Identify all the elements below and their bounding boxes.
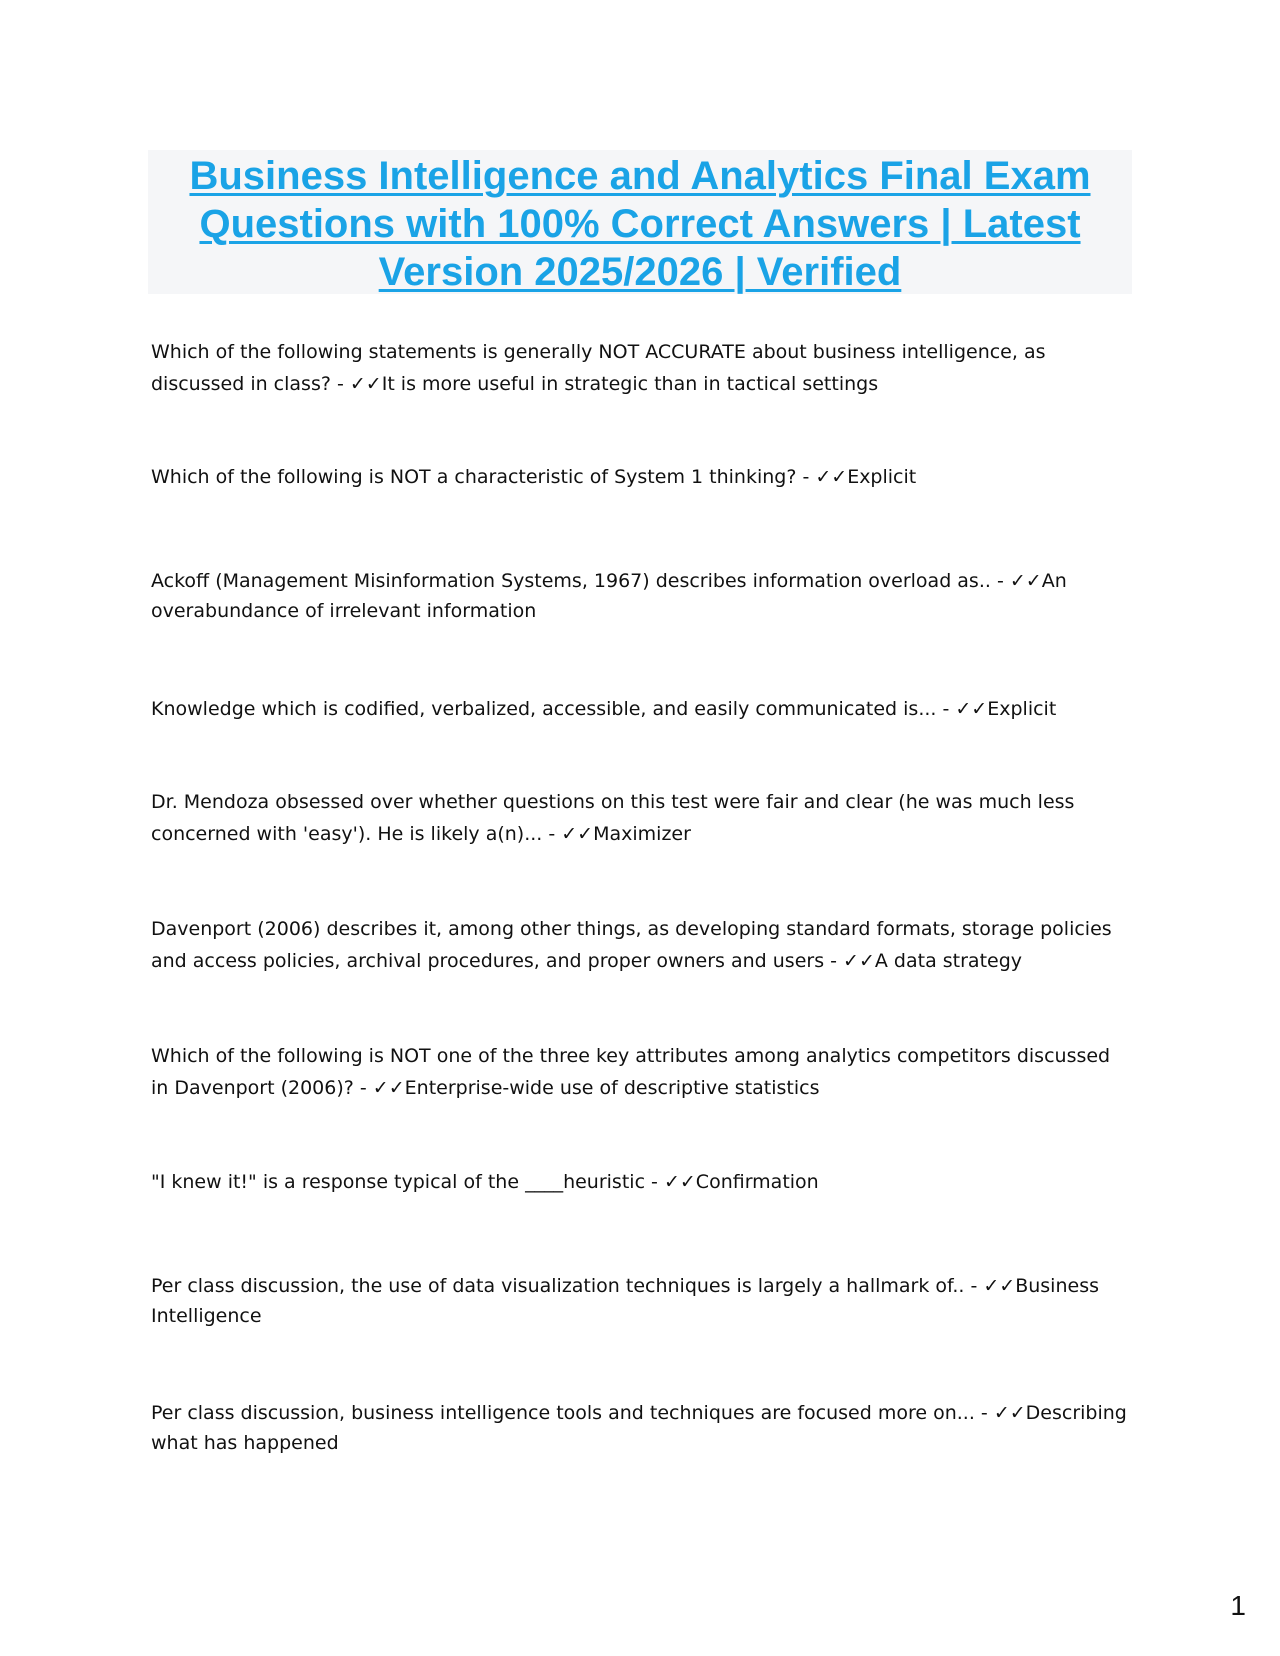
answer-text: It is more useful in strategic than in tactical settings xyxy=(381,373,879,395)
title-box xyxy=(148,150,1132,294)
double-check-icon: ✓✓ xyxy=(983,1275,1016,1297)
question-text: Which of the following statements is generally NOT ACCURATE about business intelligence, as discussed in class? xyxy=(151,341,1046,395)
question-text: Per class discussion, the use of data visualization techniques is largely a hallmark of.. xyxy=(151,1275,965,1297)
question-text: Which of the following is NOT one of the three key attributes among analytics competitors discussed in Davenport (2006)? xyxy=(151,1045,1111,1099)
answer-text: Explicit xyxy=(987,698,1057,720)
question-text: Knowledge which is codified, verbalized, accessible, and easily communicated is... xyxy=(151,698,937,720)
qa-item-6 xyxy=(151,913,1131,977)
separator: - xyxy=(964,1275,984,1297)
answer-text: Maximizer xyxy=(593,823,691,845)
qa-item-8 xyxy=(151,1166,1131,1198)
separator: - xyxy=(330,373,350,395)
qa-item-9 xyxy=(151,1271,1131,1331)
question-text: "I knew it!" is a response typical of the ____heuristic xyxy=(151,1171,646,1193)
answer-text: Enterprise-wide use of descriptive statistics xyxy=(404,1077,820,1099)
answer-text: Confirmation xyxy=(695,1171,819,1193)
separator: - xyxy=(990,570,1010,592)
double-check-icon: ✓✓ xyxy=(1009,570,1042,592)
double-check-icon: ✓✓ xyxy=(349,373,382,395)
double-check-icon: ✓✓ xyxy=(561,823,594,845)
answer-text: Business Intelligence xyxy=(151,1275,1099,1327)
question-text: Dr. Mendoza obsessed over whether questions on this test were fair and clear (he was much less concerned with 'easy'). He is likely a(n)... xyxy=(151,791,1075,845)
question-text: Ackoff (Management Misinformation Systems, 1967) describes information overload as.. xyxy=(151,570,991,592)
answer-text: Describing what has happened xyxy=(151,1402,1127,1454)
question-text: Davenport (2006) describes it, among other things, as developing standard formats, storage policies and access policies, archival procedures, and proper owners and users xyxy=(151,918,1112,972)
qa-item-7 xyxy=(151,1040,1131,1104)
separator: - xyxy=(974,1402,994,1424)
separator: - xyxy=(645,1171,664,1193)
separator: - xyxy=(542,823,562,845)
separator: - xyxy=(796,466,816,488)
qa-item-4 xyxy=(151,693,1131,725)
answer-text: Explicit xyxy=(847,466,917,488)
answer-text: A data strategy xyxy=(874,950,1023,972)
qa-item-10 xyxy=(151,1398,1131,1458)
separator: - xyxy=(824,950,844,972)
qa-item-2 xyxy=(151,461,1131,493)
double-check-icon: ✓✓ xyxy=(843,950,875,972)
double-check-icon: ✓✓ xyxy=(955,698,988,720)
question-text: Per class discussion, business intelligence tools and techniques are focused more on... xyxy=(151,1402,975,1424)
double-check-icon: ✓✓ xyxy=(372,1077,405,1099)
separator: - xyxy=(353,1077,373,1099)
question-text: Which of the following is NOT a characteristic of System 1 thinking? xyxy=(151,466,797,488)
document-title[interactable]: Business Intelligence and Analytics Final Exam Questions with 100% Correct Answers | Latest Version 2025/2026 | Verified xyxy=(189,154,1091,294)
qa-item-3 xyxy=(151,566,1131,626)
double-check-icon: ✓✓ xyxy=(663,1171,696,1193)
page-number: 1 xyxy=(1230,1590,1246,1621)
qa-item-1 xyxy=(151,336,1131,400)
double-check-icon: ✓✓ xyxy=(815,466,848,488)
qa-item-5 xyxy=(151,786,1131,850)
double-check-icon: ✓✓ xyxy=(993,1402,1026,1424)
answer-text: An overabundance of irrelevant information xyxy=(151,570,1067,622)
separator: - xyxy=(936,698,956,720)
